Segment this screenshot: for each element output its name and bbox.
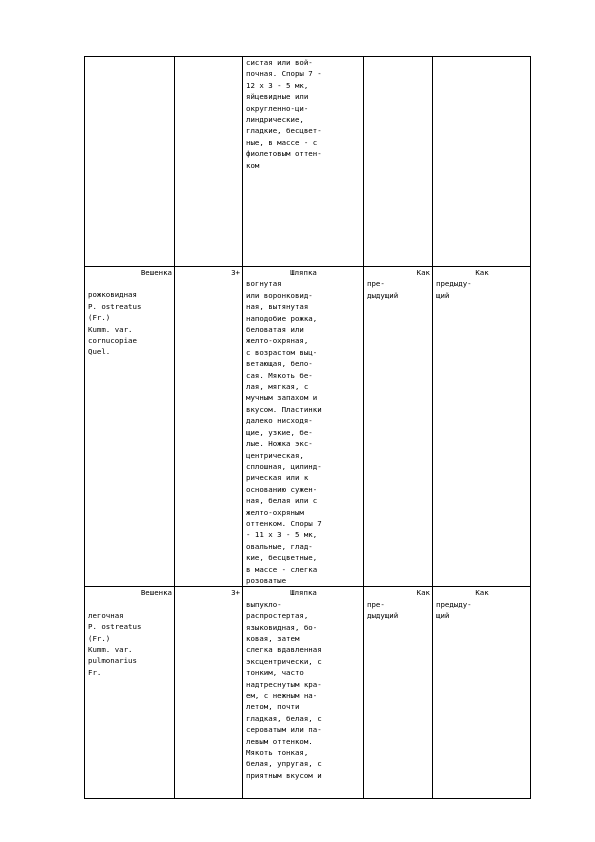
text-line: языковидная, бо- <box>246 622 318 632</box>
text-line: рическая или к <box>246 473 309 483</box>
text-line: округленно-ци- <box>246 103 309 113</box>
text-line: предыду- <box>436 599 472 609</box>
text-line: наподобие рожка, <box>246 313 318 323</box>
text-line: распростертая, <box>246 611 309 621</box>
cell-name <box>85 57 175 267</box>
text-line: кие, бесцветные, <box>246 553 318 563</box>
text-line: лая, мягкая, с <box>246 382 309 392</box>
cell-description <box>243 57 364 267</box>
cell-similar <box>364 267 433 587</box>
text-line: выпукло- <box>246 599 282 609</box>
text-line: надтреснутым кра- <box>246 679 322 689</box>
text-line: желто-охряным <box>246 507 304 517</box>
cell-description <box>243 587 364 799</box>
habitat-title: Как <box>475 268 489 277</box>
text-line: гладкая, белая, с <box>246 713 322 723</box>
text-line: основанию сужен- <box>246 484 318 494</box>
text-line: с возрастом выц- <box>246 347 318 357</box>
similar-title: Как <box>416 268 430 277</box>
text-line: вкусом. Пластинки <box>246 404 322 414</box>
text-line: P. ostreatus <box>88 301 142 311</box>
text-line: 12 х 3 - 5 мк, <box>246 80 309 90</box>
text-line: пре- <box>367 279 385 289</box>
text-line: овальные, глад- <box>246 541 313 551</box>
text-line: (Fr.) <box>88 633 111 643</box>
text-line: предыду- <box>436 279 472 289</box>
text-line: ная, белая или с <box>246 496 318 506</box>
species-title: Вешенка <box>140 588 172 598</box>
text-line: ковая, затем <box>246 634 300 643</box>
similar-title: Как <box>416 588 430 598</box>
cell-rating <box>175 587 243 799</box>
text-line: почная. Споры 7 - <box>246 69 322 79</box>
species-title: Вешенка <box>140 268 172 277</box>
text-line: Kumm. var. <box>88 324 133 334</box>
text-line: дыдущий <box>367 611 399 621</box>
text-line: розоватые <box>246 575 287 585</box>
text-line: оттенком. Споры 7 <box>246 518 322 528</box>
text-line: белая, упругая, с <box>246 759 322 769</box>
habitat-title: Как <box>475 588 489 598</box>
text-line: рожковидная <box>88 290 137 300</box>
text-line: - 11 х 3 - 5 мк, <box>246 530 318 540</box>
rating-value: 3+ <box>231 588 240 598</box>
text-line: в массе - слегка <box>246 564 318 574</box>
text-line: cornucopiae <box>88 336 137 346</box>
cell-rating <box>175 267 243 587</box>
text-line: беловатая или <box>246 325 304 335</box>
cell-habitat <box>433 57 531 267</box>
cell-habitat <box>433 267 531 587</box>
cell-description <box>243 267 364 587</box>
text-line: сплошная, цилинд- <box>246 461 322 471</box>
text-line: летом, почти <box>246 702 300 712</box>
text-line: Fr. <box>88 667 102 677</box>
description-title: Шляпка <box>290 268 317 277</box>
text-line: фиолетовым оттен- <box>246 149 322 159</box>
text-line: тонким, часто <box>246 668 304 678</box>
cell-similar <box>364 57 433 267</box>
text-line: Kumm. var. <box>88 645 133 654</box>
cell-rating <box>175 57 243 267</box>
text-line: гладкие, бесцвет- <box>246 126 322 136</box>
text-line: пре- <box>367 599 385 609</box>
text-line: щие, узкие, бе- <box>246 427 313 437</box>
text-line: лые. Ножка экс- <box>246 439 313 449</box>
text-line: или воронковид- <box>246 290 313 300</box>
text-line: Мякоть тонкая, <box>246 748 309 758</box>
text-line: легочная <box>88 610 124 620</box>
text-line: щий <box>436 290 450 300</box>
cell-name <box>85 267 175 587</box>
text-line: щий <box>436 611 450 621</box>
text-line: (Fr.) <box>88 313 111 323</box>
text-line: приятным вкусом и <box>246 770 322 780</box>
text-line: pulmonarius <box>88 656 137 666</box>
mushroom-table <box>84 56 531 799</box>
text-line: дыдущий <box>367 290 399 300</box>
text-line: сероватым или па- <box>246 725 322 735</box>
text-line: вогнутая <box>246 279 282 289</box>
text-line: ная, вытянутая <box>246 302 309 312</box>
text-line: ком <box>246 160 260 170</box>
cell-name <box>85 587 175 799</box>
text-line: далеко нисходя- <box>246 416 313 426</box>
cell-habitat <box>433 587 531 799</box>
text-line: линдрические, <box>246 115 304 125</box>
text-line: ные, в массе - с <box>246 137 318 147</box>
text-line: сая. Мякоть бе- <box>246 370 313 380</box>
table-row <box>85 57 531 267</box>
text-line: левым оттенком. <box>246 736 313 746</box>
text-line: желто-охряная, <box>246 336 309 346</box>
text-line: яйцевидные или <box>246 92 309 102</box>
cell-similar <box>364 587 433 799</box>
text-line: эксцентрически, с <box>246 656 322 666</box>
text-line: мучным запахом и <box>246 393 318 403</box>
text-line: центрическая, <box>246 450 304 460</box>
table-row <box>85 267 531 587</box>
text-line: ем, с нежным на- <box>246 691 318 701</box>
text-line: Quel. <box>88 347 111 357</box>
text-line: систая или вой- <box>246 58 313 67</box>
rating-value: 3+ <box>231 268 240 277</box>
text-line: P. ostreatus <box>88 622 142 632</box>
text-line: ветающая, бело- <box>246 359 313 369</box>
text-line: слегка вдавленная <box>246 645 322 655</box>
description-title: Шляпка <box>290 588 317 598</box>
table-row <box>85 587 531 799</box>
